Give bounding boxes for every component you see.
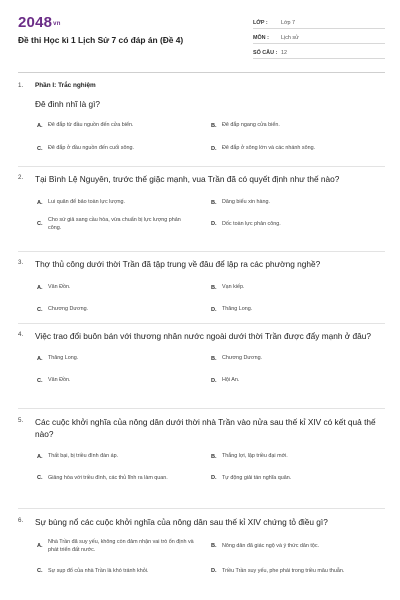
question-3 [18, 258, 386, 317]
options-list [37, 535, 386, 582]
option-letter: A. [37, 122, 43, 129]
option-letter: C. [37, 475, 43, 481]
logo-suffix: vn [53, 21, 61, 27]
option-text: Đê đắp ngang cửa biển. [222, 122, 280, 129]
option-letter: C. [37, 221, 43, 227]
option-letter: D. [211, 568, 217, 574]
option-c[interactable] [37, 213, 211, 235]
option-a[interactable] [37, 449, 211, 464]
options-list [37, 449, 386, 489]
option-b[interactable] [211, 280, 381, 295]
option-letter: C. [37, 377, 43, 384]
question-number: 6. [18, 517, 24, 524]
exam-info-box [253, 17, 385, 62]
question-text: Đê đinh nhĩ là gì? [35, 99, 101, 109]
header-divider [18, 72, 385, 73]
option-c[interactable] [37, 302, 211, 317]
option-text: Lui quân để bảo toàn lực lượng. [48, 199, 125, 206]
question-separator [18, 323, 385, 324]
option-text: Hội An. [222, 377, 240, 384]
option-d[interactable] [211, 560, 381, 582]
info-value: Lớp 7 [281, 19, 296, 26]
question-number: 1. [18, 82, 24, 89]
option-c[interactable] [37, 560, 211, 582]
option-text: Tự động giải tán nghĩa quân. [222, 474, 292, 481]
option-text: Thắng lợi, lập triều đại mới. [222, 453, 288, 460]
question-number: 3. [18, 259, 24, 266]
question-separator [18, 408, 385, 409]
options-list [37, 351, 386, 388]
option-a[interactable] [37, 535, 211, 557]
option-letter: D. [211, 475, 217, 481]
option-c[interactable] [37, 467, 211, 489]
info-label: LỚP : [253, 19, 268, 26]
option-text: Dốc toàn lực phản công. [222, 220, 281, 227]
info-row-subject [253, 32, 385, 44]
info-label: SỐ CÂU : [253, 49, 278, 56]
info-label: MÔN : [253, 34, 269, 41]
option-letter: B. [211, 122, 217, 129]
option-b[interactable] [211, 351, 381, 366]
info-row-count [253, 47, 385, 59]
option-text: Nông dân đã giác ngộ và ý thức dân tộc. [222, 542, 320, 549]
question-5 [18, 416, 386, 489]
option-letter: C. [37, 568, 43, 574]
option-text: Sự sụp đổ của nhà Trần là khó tránh khỏi. [48, 567, 149, 574]
option-letter: D. [211, 221, 217, 227]
question-number: 5. [18, 417, 24, 424]
question-1 [18, 81, 386, 156]
option-text: Đê đắp ở sông lớn và các nhánh sông. [222, 145, 316, 152]
option-letter: B. [211, 543, 217, 549]
site-logo[interactable] [18, 14, 61, 31]
option-a[interactable] [37, 351, 211, 366]
section-title: Phần I: Trắc nghiệm [35, 82, 96, 89]
option-c[interactable] [37, 373, 211, 388]
option-d[interactable] [211, 467, 381, 489]
option-letter: C. [37, 145, 43, 152]
question-separator [18, 166, 385, 167]
option-c[interactable] [37, 141, 211, 156]
option-d[interactable] [211, 373, 381, 388]
info-value: 12 [281, 49, 287, 56]
option-letter: B. [211, 355, 217, 362]
option-a[interactable] [37, 280, 211, 295]
question-text: Các cuộc khởi nghĩa của nông dân dưới thời nhà Trần vào nửa sau thế kỉ XIV có kết quả thế nào? [35, 417, 376, 439]
option-letter: A. [37, 199, 43, 206]
option-d[interactable] [211, 141, 381, 156]
option-letter: A. [37, 284, 43, 291]
option-text: Vân Đồn. [48, 284, 71, 291]
option-letter: D. [211, 145, 217, 152]
option-b[interactable] [211, 118, 381, 133]
option-b[interactable] [211, 535, 381, 557]
option-letter: C. [37, 306, 43, 313]
option-text: Vân Đồn. [48, 377, 71, 384]
question-text: Thợ thủ công dưới thời Trần đã tập trung về đâu để lập ra các phường nghề? [35, 259, 321, 269]
question-separator [18, 251, 385, 252]
option-letter: D. [211, 377, 217, 384]
question-text: Tại Bình Lệ Nguyên, trước thế giặc mạnh, vua Trần đã có quyết định như thế nào? [35, 174, 340, 184]
option-letter: B. [211, 453, 217, 460]
page-header [0, 0, 400, 70]
option-letter: A. [37, 543, 43, 549]
option-letter: B. [211, 284, 217, 291]
option-text: Thăng Long. [48, 355, 79, 362]
question-2 [18, 173, 386, 235]
option-d[interactable] [211, 213, 381, 235]
option-text: Dâng biểu xin hàng. [222, 199, 270, 206]
question-number: 2. [18, 174, 24, 181]
logo-text: 2048 [18, 14, 53, 31]
option-letter: A. [37, 453, 43, 460]
option-letter: B. [211, 199, 217, 206]
question-4 [18, 330, 386, 388]
options-list [37, 280, 386, 317]
option-text: Triều Trần suy yếu, phe phái trong triều mâu thuẫn. [222, 567, 345, 574]
option-text: Chương Dương. [222, 355, 263, 362]
option-text: Chương Dương. [48, 306, 89, 313]
question-6 [18, 516, 386, 582]
options-list [37, 118, 386, 156]
question-separator [18, 508, 385, 509]
document-title: Đề thi Học kì 1 Lịch Sử 7 có đáp án (Đề 4) [18, 35, 184, 45]
option-b[interactable] [211, 449, 381, 464]
option-letter: D. [211, 306, 217, 313]
option-text: Đê đắp ở đầu nguồn đến cuối sông. [48, 145, 134, 152]
option-text: Đê đắp từ đầu nguồn đến cửa biển. [48, 122, 134, 129]
option-d[interactable] [211, 302, 381, 317]
question-text: Sự bùng nổ các cuộc khởi nghĩa của nông dân sau thế kỉ XIV chứng tỏ điều gì? [35, 517, 328, 527]
question-number: 4. [18, 331, 24, 338]
info-value: Lịch sử [281, 34, 299, 41]
option-text: Giảng hòa với triều đình, các thủ lĩnh ra làm quan. [48, 474, 168, 481]
option-b[interactable] [211, 195, 381, 210]
info-row-class [253, 17, 385, 29]
option-text: Cho sứ giả sang cầu hòa, vừa chuẩn bị lực lượng phản công. [48, 216, 181, 231]
option-text: Nhà Trần đã suy yếu, không còn đảm nhận vai trò ổn định và phát triển đất nước. [48, 538, 194, 553]
option-text: Thất bại, bị triều đình đàn áp. [48, 453, 119, 460]
question-text: Việc trao đổi buôn bán với thương nhân nước ngoài dưới thời Trần được đẩy mạnh ở đâu? [35, 331, 371, 341]
option-letter: A. [37, 355, 43, 362]
option-a[interactable] [37, 118, 211, 133]
option-text: Thăng Long. [222, 306, 253, 313]
options-list [37, 195, 386, 235]
option-text: Vạn kiếp. [222, 284, 245, 291]
option-a[interactable] [37, 195, 211, 210]
